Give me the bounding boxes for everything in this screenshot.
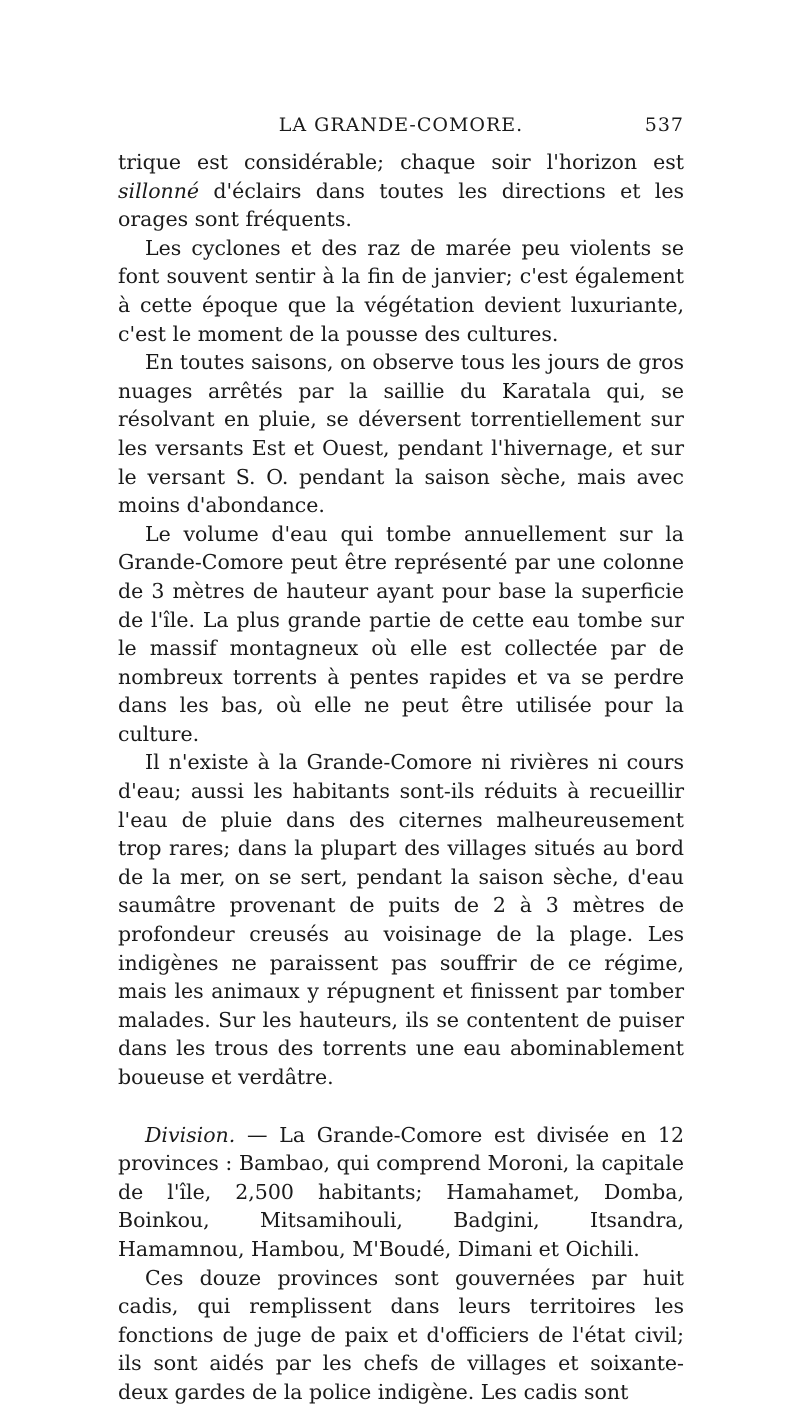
page-header — [118, 112, 684, 142]
paragraph-rivieres: Il n'existe à la Grande-Comore ni rivières ni cours d'eau; aussi les habitants sont-ils réduits à recueillir l'eau de pluie dans des citernes malheureusement trop rares; dans la plupart des villages situés au bord de la mer, on se sert, pendant la saison sèche, d'eau saumâtre provenant de puits de 2 à 3 mètres de profondeur creusés au voisinage de la plage. Les indigènes ne paraissent pas souffrir de ce régime, mais les animaux y répugnent et finissent par tomber malades. Sur les hauteurs, ils se contentent de puiser dans les trous des torrents une eau abominablement boueuse et verdâtre. — [118, 750, 684, 1089]
running-title: LA GRANDE-COMORE. — [278, 114, 524, 136]
paragraph-cyclones: Les cyclones et des raz de marée peu violents se font souvent sentir à la fin de janvier; c'est également à cette époque que la végétation devient luxuriante, c'est le moment de la pousse des cultures. — [118, 235, 684, 346]
section-heading: Division. — [145, 1122, 236, 1147]
paragraph-continued — [118, 148, 684, 234]
paragraph-division — [118, 1121, 684, 1264]
page-number: 537 — [644, 114, 684, 136]
division-text: La Grande-Comore est divisée en 12 provinces : Bambao, qui comprend Moroni, la capitale de l'île, 2,500 habitants; Hamahamet, Domba, Boinkou, Mitsamihouli, Badgini, Itsandra, Hamamnou, Hambou, M'Boudé, Dimani et Oichili. — [118, 1122, 684, 1261]
page-body — [118, 148, 684, 1407]
paragraph-nuages: En toutes saisons, on observe tous les jours de gros nuages arrêtés par la saillie du Karatala qui, se résolvant en pluie, se déversent torrentiellement sur les versants Est et Ouest, pendant l'hivernage, et sur le versant S. O. pendant la saison sèche, mais avec moins d'abondance. — [118, 350, 684, 518]
section-gap — [118, 1092, 684, 1121]
paragraph-volume-eau: Le volume d'eau qui tombe annuellement sur la Grande-Comore peut être représenté par une colonne de 3 mètres de hauteur ayant pour base la superficie de l'île. La plus grande partie de cette eau tombe sur le massif montagneux où elle est collectée par de nombreux torrents à pentes rapides et va se perdre dans les bas, où elle ne peut être utilisée pour la culture. — [118, 521, 684, 746]
heading-dash: — — [235, 1122, 280, 1147]
paragraph-text: trique est considérable; chaque soir l'horizon est — [118, 150, 684, 174]
italic-word: sillonné — [118, 178, 200, 203]
paragraph-cadis: Ces douze provinces sont gouvernées par huit cadis, qui remplissent dans leurs territoires les fonctions de juge de paix et d'officiers de l'état civil; ils sont aidés par les chefs de villages et soixante-deux gardes de la police indigène. Les cadis sont — [118, 1265, 684, 1404]
paragraph-text: d'éclairs dans toutes les directions et les orages sont fréquents. — [118, 178, 684, 232]
